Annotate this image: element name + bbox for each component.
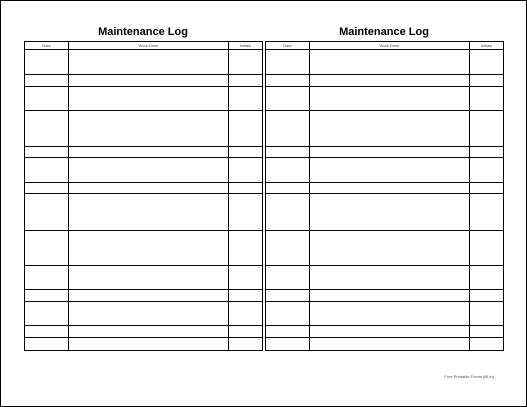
initials-cell[interactable] xyxy=(470,50,504,75)
date-cell[interactable] xyxy=(266,290,310,302)
work-done-cell[interactable] xyxy=(310,194,470,231)
table-row xyxy=(266,231,504,266)
footer-note: Free Printable Forms (fill-in) xyxy=(444,374,494,379)
date-column-header: Date xyxy=(25,42,69,50)
work-done-cell[interactable] xyxy=(69,183,229,194)
work-done-cell[interactable] xyxy=(69,266,229,290)
date-cell[interactable] xyxy=(25,290,69,302)
table-row xyxy=(266,111,504,147)
initials-cell[interactable] xyxy=(229,194,263,231)
table-row xyxy=(25,147,263,158)
initials-cell[interactable] xyxy=(470,194,504,231)
initials-cell[interactable] xyxy=(229,183,263,194)
initials-cell[interactable] xyxy=(470,326,504,338)
initials-cell[interactable] xyxy=(229,75,263,87)
table-row xyxy=(25,266,263,290)
initials-cell[interactable] xyxy=(470,231,504,266)
initials-cell[interactable] xyxy=(470,147,504,158)
work-done-cell[interactable] xyxy=(69,194,229,231)
work-done-cell[interactable] xyxy=(69,338,229,351)
table-row xyxy=(25,231,263,266)
initials-cell[interactable] xyxy=(229,87,263,111)
work-done-cell[interactable] xyxy=(310,111,470,147)
table-row xyxy=(25,158,263,183)
work-done-cell[interactable] xyxy=(69,87,229,111)
date-cell[interactable] xyxy=(266,266,310,290)
work-done-cell[interactable] xyxy=(310,338,470,351)
work-done-cell[interactable] xyxy=(310,302,470,326)
work-done-cell[interactable] xyxy=(310,50,470,75)
log-table xyxy=(265,41,504,351)
initials-cell[interactable] xyxy=(229,338,263,351)
table-row xyxy=(266,290,504,302)
initials-cell[interactable] xyxy=(470,266,504,290)
date-cell[interactable] xyxy=(25,302,69,326)
work-done-cell[interactable] xyxy=(310,87,470,111)
initials-cell[interactable] xyxy=(470,302,504,326)
initials-cell[interactable] xyxy=(229,290,263,302)
date-cell[interactable] xyxy=(25,111,69,147)
date-cell[interactable] xyxy=(25,183,69,194)
initials-column-header: Initials xyxy=(229,42,263,50)
work-done-cell[interactable] xyxy=(310,183,470,194)
date-cell[interactable] xyxy=(266,158,310,183)
table-row xyxy=(266,75,504,87)
date-cell[interactable] xyxy=(25,338,69,351)
initials-cell[interactable] xyxy=(229,147,263,158)
date-cell[interactable] xyxy=(25,75,69,87)
date-cell[interactable] xyxy=(266,147,310,158)
initials-cell[interactable] xyxy=(229,50,263,75)
date-cell[interactable] xyxy=(266,75,310,87)
date-cell[interactable] xyxy=(25,194,69,231)
date-cell[interactable] xyxy=(25,147,69,158)
work-done-cell[interactable] xyxy=(69,75,229,87)
initials-column-header: Initials xyxy=(470,42,504,50)
work-done-cell[interactable] xyxy=(69,231,229,266)
work-done-cell[interactable] xyxy=(69,50,229,75)
maintenance-log-left xyxy=(24,23,262,351)
date-cell[interactable] xyxy=(266,111,310,147)
work-done-cell[interactable] xyxy=(69,158,229,183)
table-row xyxy=(266,338,504,351)
maintenance-log-right xyxy=(265,23,503,351)
date-cell[interactable] xyxy=(25,231,69,266)
work-done-cell[interactable] xyxy=(310,231,470,266)
initials-cell[interactable] xyxy=(229,158,263,183)
date-cell[interactable] xyxy=(25,87,69,111)
date-cell[interactable] xyxy=(266,231,310,266)
work-done-cell[interactable] xyxy=(69,111,229,147)
work-done-column-header: Work Done xyxy=(69,42,229,50)
date-cell[interactable] xyxy=(25,50,69,75)
work-done-cell[interactable] xyxy=(69,302,229,326)
table-row xyxy=(25,290,263,302)
log-title: Maintenance Log xyxy=(339,26,429,38)
work-done-cell[interactable] xyxy=(69,290,229,302)
table-row xyxy=(266,302,504,326)
date-cell[interactable] xyxy=(25,158,69,183)
table-row xyxy=(266,147,504,158)
initials-cell[interactable] xyxy=(470,87,504,111)
table-row xyxy=(25,183,263,194)
table-row xyxy=(266,158,504,183)
initials-cell[interactable] xyxy=(470,338,504,351)
work-done-cell[interactable] xyxy=(310,147,470,158)
date-cell[interactable] xyxy=(266,302,310,326)
initials-cell[interactable] xyxy=(470,183,504,194)
initials-cell[interactable] xyxy=(229,111,263,147)
date-cell[interactable] xyxy=(266,183,310,194)
table-row xyxy=(25,87,263,111)
log-title: Maintenance Log xyxy=(98,26,188,38)
header-row xyxy=(25,42,263,50)
initials-cell[interactable] xyxy=(470,290,504,302)
table-row xyxy=(266,266,504,290)
table-row xyxy=(25,75,263,87)
initials-cell[interactable] xyxy=(229,266,263,290)
date-cell[interactable] xyxy=(25,326,69,338)
date-cell[interactable] xyxy=(25,266,69,290)
table-row xyxy=(266,183,504,194)
date-cell[interactable] xyxy=(266,326,310,338)
table-row xyxy=(266,326,504,338)
initials-cell[interactable] xyxy=(470,158,504,183)
log-table xyxy=(24,41,263,351)
date-column-header: Date xyxy=(266,42,310,50)
date-cell[interactable] xyxy=(266,338,310,351)
initials-cell[interactable] xyxy=(229,326,263,338)
table-row xyxy=(25,302,263,326)
table-row xyxy=(25,111,263,147)
initials-cell[interactable] xyxy=(470,75,504,87)
initials-cell[interactable] xyxy=(229,302,263,326)
table-row xyxy=(266,194,504,231)
date-cell[interactable] xyxy=(266,87,310,111)
work-done-column-header: Work Done xyxy=(310,42,470,50)
work-done-cell[interactable] xyxy=(310,158,470,183)
table-row xyxy=(25,50,263,75)
table-row xyxy=(25,326,263,338)
table-row xyxy=(266,87,504,111)
work-done-cell[interactable] xyxy=(310,266,470,290)
table-row xyxy=(25,338,263,351)
work-done-cell[interactable] xyxy=(69,326,229,338)
initials-cell[interactable] xyxy=(229,231,263,266)
table-row xyxy=(266,50,504,75)
work-done-cell[interactable] xyxy=(310,75,470,87)
initials-cell[interactable] xyxy=(470,111,504,147)
work-done-cell[interactable] xyxy=(310,326,470,338)
work-done-cell[interactable] xyxy=(310,290,470,302)
work-done-cell[interactable] xyxy=(69,147,229,158)
header-row xyxy=(266,42,504,50)
date-cell[interactable] xyxy=(266,194,310,231)
date-cell[interactable] xyxy=(266,50,310,75)
table-row xyxy=(25,194,263,231)
